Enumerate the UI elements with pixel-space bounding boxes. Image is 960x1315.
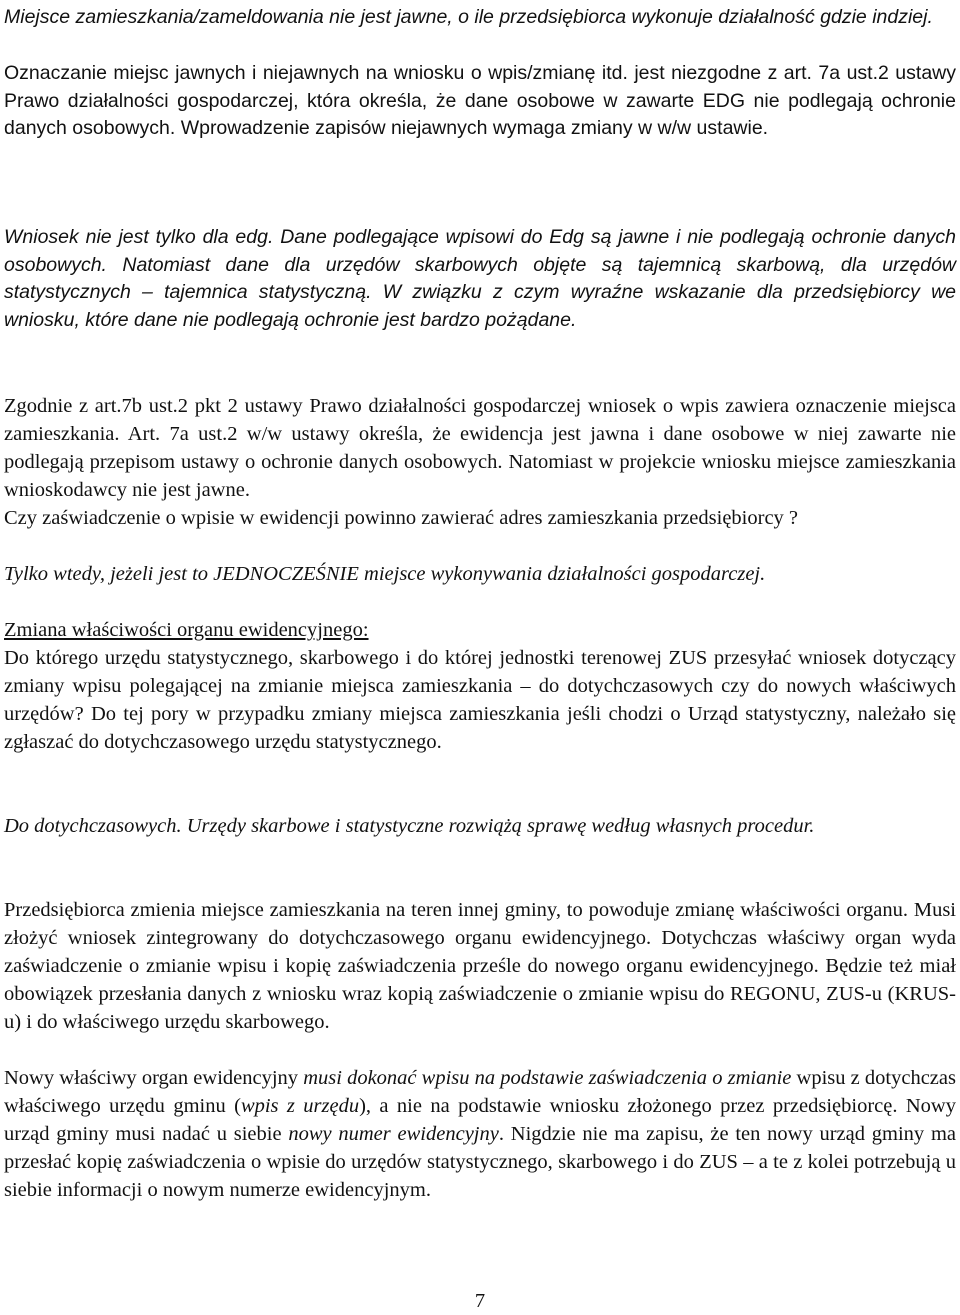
paragraph-answer-previous: Do dotychczasowych. Urzędy skarbowe i statystyczne rozwiążą sprawę według własnych procedur. bbox=[4, 815, 815, 837]
page-number: 7 bbox=[474, 1290, 486, 1312]
paragraph-art-7b: Zgodnie z art.7b ust.2 pkt 2 ustawy Prawo działalności gospodarczej wniosek o wpis zawiera oznaczenie miejsca zamieszkania. Art. 7a ust.2 w/w ustawy określa, że ewidencja jest jawna i dane osobowe w niej zawarte nie podlegają przepisom ustawy o ochronie danych osobowych. Natomiast w projekcie wniosku miejsce zamieszkania wnioskodawcy nie jest jawne. bbox=[4, 395, 956, 501]
text-run-italic: nowy numer ewidencyjny bbox=[288, 1123, 499, 1145]
text-run-italic: musi dokonać wpisu na podstawie zaświadczenia o zmianie bbox=[303, 1067, 792, 1089]
paragraph-answer-only-if: Tylko wtedy, jeżeli jest to JEDNOCZEŚNIE miejsce wykonywania działalności gospodarczej. bbox=[4, 563, 766, 585]
text-run: ), a nie na podstawie wniosku złożonego przez przedsiębiorcę. Nowy urząd gminy musi nadać u siebie bbox=[4, 1095, 956, 1145]
text-run: wpisu z dotychczas właściwego urzędu gminu ( bbox=[4, 1067, 956, 1117]
text-run: Nowy właściwy organ ewidencyjny bbox=[4, 1067, 304, 1089]
paragraph-new-authority bbox=[4, 1064, 956, 1204]
section-heading-change-of-authority: Zmiana właściwości organu ewidencyjnego: bbox=[4, 619, 369, 641]
paragraph-application-not-only-edg: Wniosek nie jest tylko dla edg. Dane podlegające wpisowi do Edg są jawne i nie podlegają ochronie danych osobowych. Natomiast dane dla urzędów skarbowych objęte są tajemnicą skarbową, dla urzędów statystycznych – tajemnica statystyczną. W związku z czym wyraźne wskazanie dla przedsiębiorcy we wniosku, które dane nie podlegają ochronie jest bardzo pożądane. bbox=[4, 226, 956, 331]
paragraph-entrepreneur-changes: Przedsiębiorca zmienia miejsce zamieszkania na teren innej gminy, to powoduje zmianę właściwości organu. Musi złożyć wniosek zintegrowany do dotychczasowego organu ewidencyjnego. Dotychczas właściwy organ wyda zaświadczenie o zmianie wpisu i kopię zaświadczenia prześle do nowego organu ewidencyjnego. Będzie też miał obowiązek przesłania danych z wniosku wraz kopią zaświadczenie o zmianie wpisu do REGONU, ZUS-u (KRUS-u) i do właściwego urzędu skarbowego. bbox=[4, 899, 956, 1033]
text-run: . Nigdzie nie ma zapisu, że ten nowy urząd gminy ma przesłać kopię zaświadczenia o wpisie do urzędów statystycznego, skarbowego i do ZUS – a te z kolei potrzebują u siebie informacji o nowym numerze ewidencyjnym. bbox=[4, 1123, 956, 1201]
paragraph-which-office: Do którego urzędu statystycznego, skarbowego i do której jednostki terenowej ZUS przesyłać wniosek dotyczący zmiany wpisu polegającej na zmianie miejsca zamieszkania – do dotychczasowych czy do nowych właściwych urzędów? Do tej pory w przypadku zmiany miejsca zamieszkania jeśli chodzi o Urząd statystyczny, należało się zgłaszać do dotychczasowego urzędu statystycznego. bbox=[4, 647, 956, 753]
text-run-italic: wpis z urzędu bbox=[240, 1095, 360, 1117]
paragraph-marking-inconsistent: Oznaczanie miejsc jawnych i niejawnych na wniosku o wpis/zmianę itd. jest niezgodne z art. 7a ust.2 ustawy Prawo działalności gospodarczej, która określa, że dane osobowe w zawarte EDG nie podlegają ochronie danych osobowych. Wprowadzenie zapisów niejawnych wymaga zmiany w w/w ustawie. bbox=[4, 62, 956, 139]
paragraph-question-certificate: Czy zaświadczenie o wpisie w ewidencji powinno zawierać adres zamieszkania przedsiębiorcy ? bbox=[4, 507, 799, 529]
paragraph-residence-not-public: Miejsce zamieszkania/zameldowania nie jest jawne, o ile przedsiębiorca wykonuje działalność gdzie indziej. bbox=[4, 6, 933, 28]
